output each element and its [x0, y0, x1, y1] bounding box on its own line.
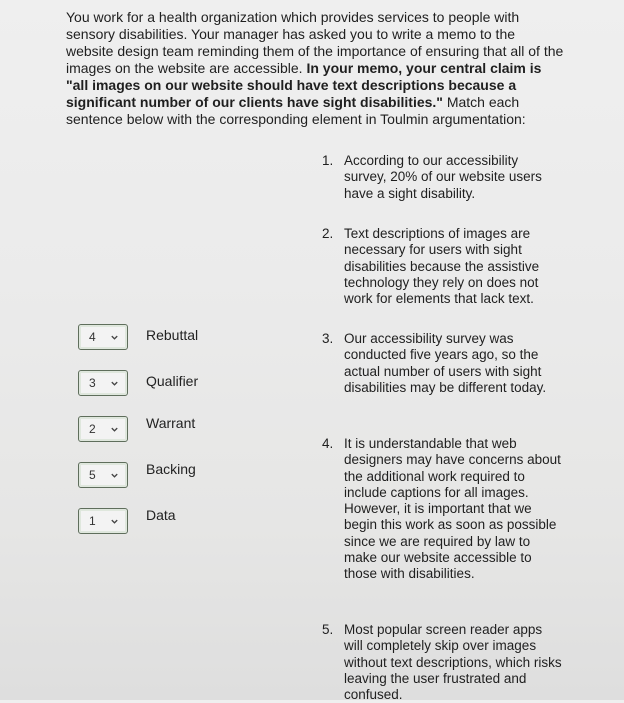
list-item [322, 331, 562, 396]
dropdown-qualifier[interactable] [78, 370, 128, 396]
match-row-data [78, 507, 176, 534]
chevron-down-icon [110, 333, 119, 342]
match-label: Data [146, 507, 176, 523]
prompt-instruction: Match each sentence below with the corresponding element in Toulmin argumentation: [66, 94, 526, 127]
dropdown-value: 2 [89, 422, 96, 436]
dropdown-value: 4 [89, 330, 96, 344]
prompt-intro: You work for a health organization which provides services to people with sensory disabilities. Your manager has asked you to write a memo to the website design team reminding them of the importance of ensuring that all of the images on the website are accessible. [66, 9, 564, 76]
list-item [322, 226, 562, 307]
question-prompt [66, 9, 566, 128]
match-row-rebuttal [78, 324, 199, 350]
dropdown-rebuttal[interactable] [78, 324, 128, 350]
item-number: 4. [322, 436, 334, 451]
match-row-warrant [78, 415, 196, 442]
chevron-down-icon [110, 379, 119, 388]
chevron-down-icon [110, 425, 119, 434]
prompt-central-claim: In your memo, your central claim is "all images on our website should have text descriptions because a significant number of our clients have sight disabilities." [66, 60, 542, 110]
match-row-qualifier [78, 370, 199, 396]
dropdown-value: 1 [89, 514, 96, 528]
dropdown-warrant[interactable] [78, 416, 128, 442]
dropdown-value: 5 [89, 468, 96, 482]
item-number: 2. [322, 226, 334, 241]
match-label: Rebuttal [146, 327, 199, 343]
dropdown-value: 3 [89, 376, 96, 390]
list-item [322, 622, 562, 703]
match-label: Warrant [146, 415, 196, 431]
match-label: Qualifier [146, 373, 199, 389]
list-item [322, 436, 562, 583]
item-number: 5. [322, 622, 334, 637]
item-text: According to our accessibility survey, 20% of our website users have a sight disability. [344, 153, 542, 201]
dropdown-data[interactable] [78, 508, 128, 534]
dropdown-backing[interactable] [78, 462, 128, 488]
item-number: 3. [322, 331, 334, 346]
item-text: Most popular screen reader apps will completely skip over images without text descriptions, which risks leaving the user frustrated and confused. [344, 622, 562, 703]
item-number: 1. [322, 153, 334, 168]
chevron-down-icon [110, 471, 119, 480]
item-text: It is understandable that web designers may have concerns about the additional work required to include captions for all images. However, it is important that we begin this work as soon as possible since we are required by law to make our website accessible to those with disabilities. [344, 436, 561, 582]
item-text: Text descriptions of images are necessary for users with sight disabilities because the assistive technology they rely on does not work for elements that lack text. [344, 226, 540, 307]
item-text: Our accessibility survey was conducted five years ago, so the actual number of users with sight disabilities may be different today. [344, 331, 547, 395]
match-label: Backing [146, 461, 196, 477]
list-item [322, 153, 562, 202]
chevron-down-icon [110, 517, 119, 526]
match-row-backing [78, 461, 196, 488]
